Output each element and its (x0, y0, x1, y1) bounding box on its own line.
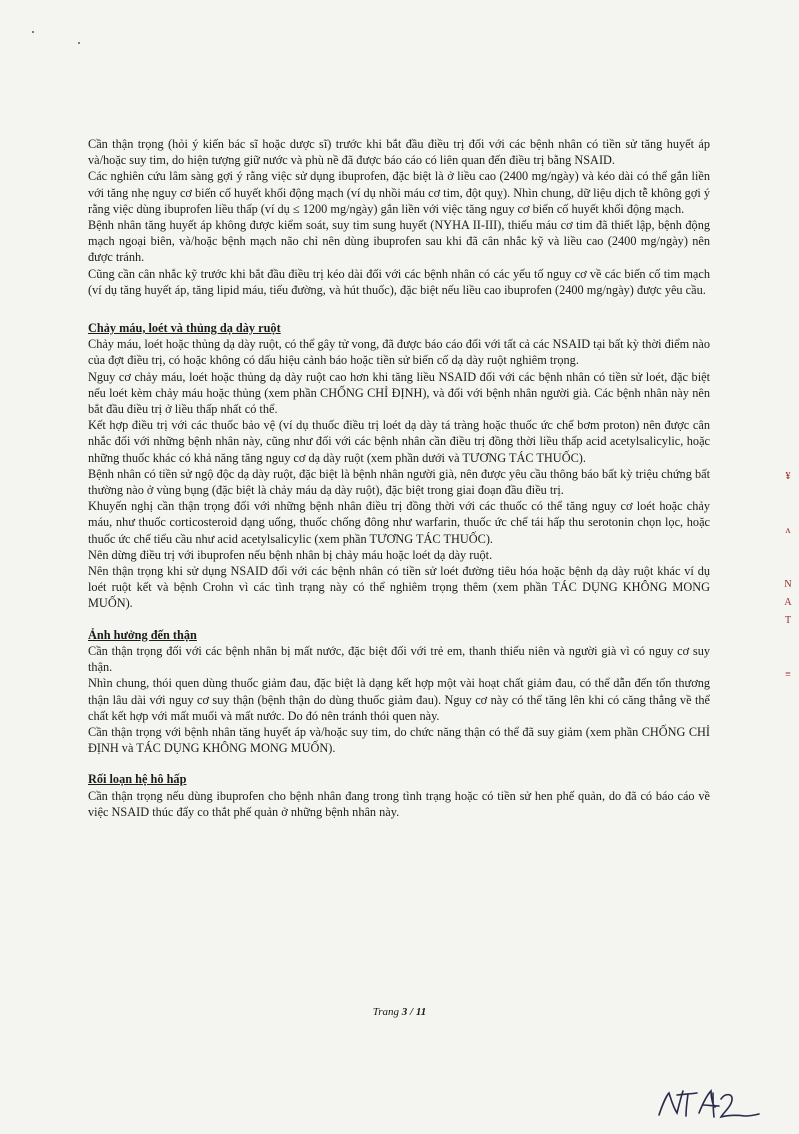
section-title: Chảy máu, loét và thủng dạ dày ruột (88, 321, 281, 336)
section-paragraph: Nên dừng điều trị với ibuprofen nếu bệnh nhân bị chảy máu hoặc loét dạ dày ruột. (88, 547, 493, 562)
section-respiratory (88, 771, 710, 820)
section-renal-effects (88, 627, 710, 757)
section-paragraph: Nguy cơ chảy máu, loét hoặc thủng dạ dày ruột cao hơn khi tăng liều NSAID đối với các bệnh nhân có tiền sử loét, đặc biệt nếu loét kèm chảy máu hoặc thủng (xem phần CHỐNG CHỈ ĐỊNH), và đối với bệnh nhân người già. Các bệnh nhân này nên bắt đầu điều trị ở liều thấp nhất có thể. (88, 369, 710, 417)
section-paragraph: Nên thận trọng khi sử dụng NSAID đối với các bệnh nhân có tiền sử loét đường tiêu hóa hoặc bệnh dạ dày ruột khác ví dụ loét ruột kết và bệnh Crohn vì các tình trạng này có thể nghiêm trọng thêm (xem phần TÁC DỤNG KHÔNG MONG MUỐN). (88, 564, 710, 611)
intro-paragraph: Các nghiên cứu lâm sàng gợi ý rằng việc sử dụng ibuprofen, đặc biệt là ở liều cao (2400 mg/ngày) và kéo dài có thể gắn liền với tăng nhẹ nguy cơ biến cố huyết khối động mạch (ví dụ nhồi máu cơ tim, đột quỵ). Nhìn chung, dữ liệu dịch tễ không gợi ý rằng việc dùng ibuprofen liều thấp (ví dụ ≤ 1200 mg/ngày) gắn liền với việc tăng nguy cơ biến cố huyết khối động mạch. (88, 169, 710, 216)
intro-block (88, 136, 710, 298)
edge-mark: ≡ (785, 669, 791, 680)
section-paragraph: Chảy máu, loét hoặc thủng dạ dày ruột, có thể gây tử vong, đã được báo cáo đối với tất cả các NSAID tại bất kỳ thời điểm nào của đợt điều trị, có hoặc không có dấu hiệu cảnh báo hoặc tiền sử biến cố dạ dày ruột nghiêm trọng. (88, 337, 710, 368)
section-paragraph: Bệnh nhân có tiền sử ngộ độc dạ dày ruột, đặc biệt là bệnh nhân người già, nên được yêu cầu thông báo bất kỳ triệu chứng bất thường nào ở vùng bụng (đặc biệt là chảy máu dạ dày ruột), đặc biệt trong giai đoạn đầu điều trị. (88, 466, 710, 498)
page-number (0, 1006, 799, 1018)
page-total: 11 (415, 1006, 427, 1018)
section-paragraph: Kết hợp điều trị với các thuốc bảo vệ (ví dụ thuốc điều trị loét dạ dày tá tràng hoặc thuốc ức chế bơm proton) nên được cân nhắc đối với những bệnh nhân này, cũng như đối với các bệnh nhân cần điều trị đồng thời liều thấp acid acetylsalicylic, hoặc những thuốc khác có khả năng tăng nguy cơ dạ dày ruột (xem phần dưới và TƯƠNG TÁC THUỐC). (88, 418, 710, 465)
section-paragraph: Cần thận trọng đối với các bệnh nhân bị mất nước, đặc biệt đối với trẻ em, thanh thiếu niên và người già vì có nguy cơ suy thận. (88, 643, 710, 675)
handwritten-signature (655, 1085, 765, 1125)
intro-paragraph: Bệnh nhân tăng huyết áp không được kiểm soát, suy tim sung huyết (NYHA II-III), thiếu máu cơ tim đã thiết lập, bệnh động mạch ngoại biên, và/hoặc bệnh mạch não chỉ nên dùng ibuprofen sau khi đã cân nhắc kỹ và liều cao (2400 mg/ngày) nên được tránh. (88, 218, 710, 265)
section-paragraph: Nhìn chung, thói quen dùng thuốc giảm đau, đặc biệt là dạng kết hợp một vài hoạt chất giảm đau, có thể dẫn đến tổn thương thận lâu dài với nguy cơ suy thận (bệnh thận do dùng thuốc giảm đau). Nguy cơ này có thể tăng lên khi có căng thẳng về thể chất kết hợp với mất muối và mất nước. Do đó nên tránh thói quen này. (88, 676, 710, 723)
section-paragraph: Khuyến nghị cần thận trọng đối với những bệnh nhân điều trị đồng thời với các thuốc có thể tăng nguy cơ loét hoặc chảy máu, như thuốc corticosteroid dạng uống, thuốc chống đông như warfarin, thuốc ức chế tái hấp thu serotonin chọn lọc, hoặc thuốc ức chế tiểu cầu như acid acetylsalicylic (xem phần TƯƠNG TÁC THUỐC). (88, 499, 710, 546)
edge-mark: ¥ (785, 471, 791, 482)
intro-paragraph: Cần thận trọng (hỏi ý kiến bác sĩ hoặc dược sĩ) trước khi bắt đầu điều trị đối với các bệnh nhân có tiền sử tăng huyết áp và/hoặc suy tim, do hiện tượng giữ nước và phù nề đã được báo cáo có liên quan đến điều trị bằng NSAID. (88, 137, 710, 168)
page-current: 3 (401, 1006, 408, 1018)
scan-speck (78, 42, 80, 44)
intro-paragraph: Cũng cần cân nhắc kỹ trước khi bắt đầu điều trị kéo dài đối với các bệnh nhân có các yếu tố nguy cơ về các biến cố tim mạch (ví dụ tăng huyết áp, tăng lipid máu, tiểu đường, và hút thuốc), đặc biệt nếu liều cao ibuprofen (2400 mg/ngày) được yêu cầu. (88, 266, 710, 297)
edge-mark: A (784, 597, 792, 608)
page-label: Trang (372, 1006, 400, 1018)
section-paragraph: Cần thận trọng nếu dùng ibuprofen cho bệnh nhân đang trong tình trạng hoặc có tiền sử hen phế quản, do đã có báo cáo về việc NSAID thúc đẩy co thắt phế quản ở những bệnh nhân này. (88, 788, 710, 819)
edge-mark: ʌ (785, 525, 791, 536)
section-title: Rối loạn hệ hô hấp (88, 772, 187, 787)
section-title: Ảnh hưởng đến thận (88, 627, 197, 642)
scan-speck (32, 31, 34, 33)
section-paragraph: Cần thận trọng với bệnh nhân tăng huyết áp và/hoặc suy tim, do chức năng thận có thể đã suy giảm (xem phần CHỐNG CHỈ ĐỊNH và TÁC DỤNG KHÔNG MONG MUỐN). (88, 724, 710, 756)
section-gi-bleeding (88, 320, 710, 612)
edge-mark: N (784, 579, 792, 590)
document-body (88, 136, 710, 820)
binding-edge-stamp (779, 470, 797, 722)
page-separator: / (410, 1006, 414, 1018)
edge-mark: T (784, 615, 792, 626)
